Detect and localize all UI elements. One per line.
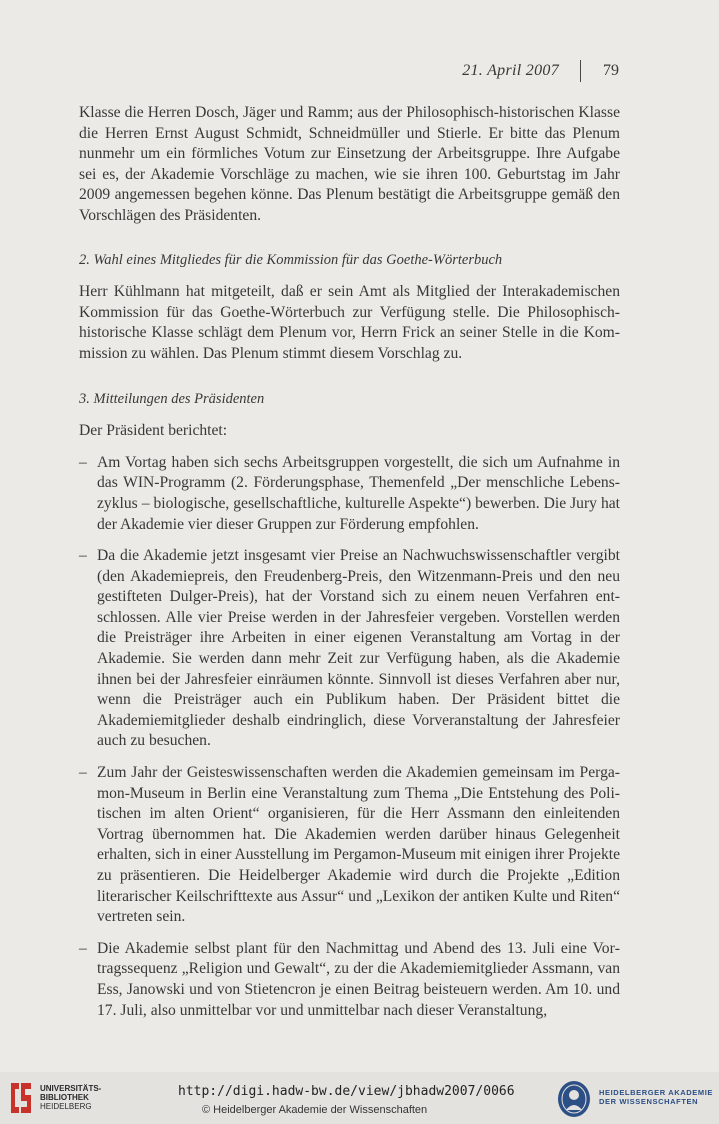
list-dash: – xyxy=(79,453,87,471)
permalink-url[interactable]: http://digi.hadw-bw.de/view/jbhadw2007/0066 xyxy=(178,1084,515,1099)
running-head-divider xyxy=(580,60,581,82)
university-library-name xyxy=(40,1084,101,1111)
section-3-intro: Der Präsident berichtet: xyxy=(79,422,228,440)
page-number: 79 xyxy=(603,62,619,79)
list-item xyxy=(79,453,620,535)
list-item-text: Am Vortag haben sich sechs Arbeitsgruppen vorgestellt, die sich um Aufnahme in das WIN-Programm (2. Förderungsphase, Themenfeld „Der menschliche Lebenszyklus – biologische, gesellschaftliche, kulturelle Aspekte“) bewerben. Die Jury hat der Akademie vier dieser Gruppen zur Förderung empfohlen. xyxy=(97,453,620,533)
academy-name xyxy=(599,1088,713,1106)
running-head xyxy=(0,60,719,84)
academy-name-line: HEIDELBERGER AKADEMIE xyxy=(599,1088,713,1097)
body-text xyxy=(79,103,620,1021)
library-name-line: UNIVERSITÄTS- xyxy=(40,1084,102,1093)
list-item xyxy=(79,939,620,1021)
academy-seal-icon xyxy=(557,1080,591,1118)
paragraph-continuation: Klasse die Herren Dosch, Jäger und Ramm; aus der Philosophisch-historischen Klasse die Herren Ernst August Schmidt, Schneidmüller und Stierle. Er bitte das Plenum nunmehr um ein förmliches Votum zur Einsetzung der Arbeitsgruppe. Ihre Aufgabe sei es, der Akademie Vorschläge zu machen, wie sie ihren 100. Geburtstag im Jahr 2009 angemessen begehen könne. Das Plenum bestätigt die Arbeitsgruppe gemäß den Vorschlägen des Präsidenten. xyxy=(79,104,620,224)
library-name-line: HEIDELBERG xyxy=(40,1102,92,1111)
section-heading-2: 2. Wahl eines Mitgliedes für die Kommission für das Goethe-Wörterbuch xyxy=(79,251,503,268)
list-item-text: Zum Jahr der Geisteswissenschaften werden die Akademien gemeinsam im Pergamon-Museum in Berlin eine Veranstaltung zum Thema „Die Entstehung des Politischen im alten Orient“ organisieren, für die Herr Assmann den einleitenden Vortrag übernommen hat. Die Akademien werden darüber hinaus Gelegenheit erhalten, sich in einer Ausstellung im Pergamon-Museum mit einigen ihrer Projekte zu präsentieren. Die Heidelberger Akademie wird durch die Projekte „Edition literarischer Keilschrifttexte aus Assur“ und „Lexikon der antiken Kulte und Riten“ vertreten sein. xyxy=(97,764,620,926)
section-heading-3: 3. Mitteilungen des Präsidenten xyxy=(79,390,265,407)
list-dash: – xyxy=(79,547,87,565)
digitization-footer xyxy=(0,1072,719,1124)
list-dash: – xyxy=(79,764,87,782)
list-item xyxy=(79,546,620,752)
list-dash: – xyxy=(79,939,87,957)
section-2-text: Herr Kühlmann hat mitgeteilt, daß er sein Amt als Mitglied der Interakademischen Kommission für das Goethe-Wörterbuch zur Verfügung stelle. Die Philosophisch-historische Klasse schlägt dem Plenum vor, Herrn Frick an seiner Stelle in die Kommission zu wählen. Das Plenum stimmt diesem Vorschlag zu. xyxy=(79,283,620,362)
academy-name-line: DER WISSENSCHAFTEN xyxy=(599,1097,699,1106)
copyright-notice: © Heidelberger Akademie der Wissenschaften xyxy=(202,1104,428,1116)
library-name-line: BIBLIOTHEK xyxy=(40,1093,89,1102)
list-item xyxy=(79,763,620,928)
university-library-logo-icon xyxy=(8,1080,34,1116)
list-item-text: Die Akademie selbst plant für den Nachmittag und Abend des 13. Juli eine Vortragssequenz „Religion und Gewalt“, zu der die Akademiemitglieder Assmann, van Ess, Janowski und von Stietencron je einen Beitrag beisteuern werden. Am 10. und 17. Juli, also unmittelbar vor und unmittelbar nach dieser Veranstaltung, xyxy=(97,939,620,1019)
list-item-text: Da die Akademie jetzt insgesamt vier Preise an Nachwuchswissenschaftler vergibt (den Akademiepreis, den Freudenberg-Preis, den Witzenmann-Preis und den neu gestifteten Dulger-Preis), hat der Vorstand sich zu einem neuen Verfahren entschlossen. Alle vier Preise werden in der Jahresfeier vergeben. Vorstellen werden die Preisträger ihre Arbeiten in einer eigenen Veranstaltung am Vortag in der Akademie. Sie werden dann mehr Zeit zur Verfügung haben, als die Akademie ihnen bei der Jahresfeier einräumen könnte. Sinnvoll ist dieses Verfahren aber nur, wenn die Preisträger auch ein Publikum haben. Der Präsident bittet die Akademiemitglieder deshalb eindringlich, diese Vorveranstaltung der Jahresfeier auch zu besuchen. xyxy=(97,547,620,750)
running-head-date: 21. April 2007 xyxy=(462,62,559,79)
